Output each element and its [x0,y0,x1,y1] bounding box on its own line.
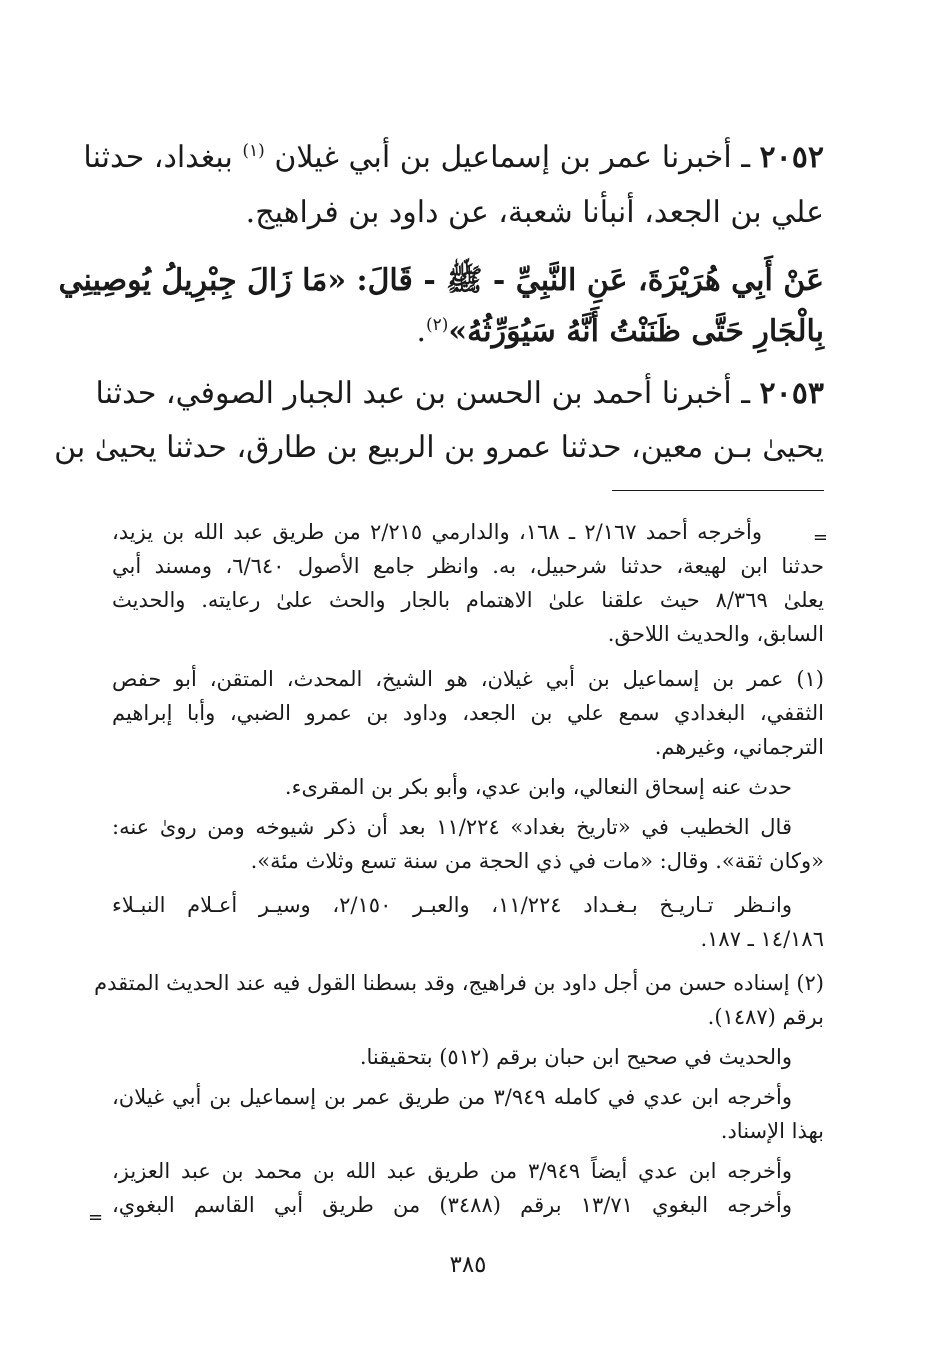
footnote-1-line: (١) عمر بن إسماعيل بن أبي غيلان، هو الشيخ، المحدث، المتقن، أبو حفص [112,667,824,691]
entry-number: ٢٠٥٢ [759,140,824,175]
footnote-1-line: وانـظر تـاريـخ بـغـداد ١١/٢٢٤، والعبـر ٢/١٥٠، وسيـر أعـلام النبـلاء [112,893,792,917]
footnote-1-line: حدث عنه إسحاق النعالي، وابن عدي، وأبو بكر بن المقرىء. [284,775,792,799]
footnote-2-line: (٢) إسناده حسن من أجل داود بن فراهيج، وقد بسطنا القول فيه عند الحديث المتقدم [94,971,824,995]
footnote-2-line: برقم (١٤٨٧). [707,1005,824,1029]
footnote-separator [612,490,824,491]
footnote-continued-line: السابق، والحديث اللاحق. [607,622,824,646]
footnote-1-line: قال الخطيب في «تاريخ بغداد» ١١/٢٢٤ بعد أن ذكر شيوخه ومن روىٰ عنه: [112,815,792,839]
footnote-continued-line: وأخرجه أحمد ٢/١٦٧ ـ ١٦٨، والدارمي ٢/٢١٥ من طريق عبد الله بن يزيد، [112,520,762,544]
footnote-2-line: وأخرجه ابن عدي في كامله ٣/٩٤٩ من طريق عمر بن إسماعيل بن أبي غيلان، [112,1085,793,1109]
hadith-text-line-1: عَنْ أَبِي هُرَيْرَةَ، عَنِ النَّبِيِّ - ﷺ - قَالَ: «مَا زَالَ جِبْرِيلُ يُوصِينِي [58,263,824,298]
entry-number: ٢٠٥٣ [759,376,824,411]
entry-2052-line-2: علي بن الجعد، أنبأنا شعبة، عن داود بن فراهيج. [245,195,824,230]
page-number: ٣٨٥ [449,1252,487,1278]
entry-2053-line-2: يحيىٰ بـن معين، حدثنا عمرو بن الربيع بن طارق، حدثنا يحيىٰ بن [54,430,824,465]
footnote-continued-line: يعلىٰ ٨/٣٦٩ حيث علقنا علىٰ الاهتمام بالجار والحث علىٰ رعايته. والحديث [112,588,825,612]
footnote-2-line: وأخرجه البغوي ١٣/٧١ برقم (٣٤٨٨) من طريق أبي القاسم البغوي، [112,1193,792,1217]
continuation-mark-end: = [88,1207,104,1228]
footnote-ref[interactable]: (١) [242,141,265,161]
footnote-continued-line: حدثنا ابن لهيعة، حدثنا شرحبيل، به. وانظر جامع الأصول ٦/٦٤٠، ومسند أبي [112,554,825,578]
footnote-1-line: «وكان ثقة». وقال: «مات في ذي الحجة من سنة تسع وثلاث مئة». [250,849,824,873]
footnote-2-line: وأخرجه ابن عدي أيضاً ٣/٩٤٩ من طريق عبد الله بن محمد بن عبد العزيز، [112,1159,792,1183]
entry-2052-line-1: ٢٠٥٢ ـ أخبرنا عمر بن إسماعيل بن أبي غيلان $^{(١)}$ ببغداد، حدثنا [83,140,824,175]
continuation-mark: = [812,527,828,548]
hadith-text-line-2: بِالْجَارِ حَتَّى ظَنَنْتُ أَنَّهُ سَيُوَرِّثُهُ»$^{(٢)}$. [416,314,824,349]
footnote-1-line: ١٤/١٨٦ ـ ١٨٧. [700,927,824,951]
footnote-1-line: الثقفي، البغدادي سمع علي بن الجعد، وداود بن عمرو الضبي، وأبا إبراهيم [112,701,824,725]
footnote-2-line: بهذا الإسناد. [720,1119,824,1143]
footnote-1-line: الترجماني، وغيرهم. [654,735,824,759]
entry-2053-line-1: ٢٠٥٣ ـ أخبرنا أحمد بن الحسن بن عبد الجبار الصوفي، حدثنا [95,376,824,411]
footnote-ref[interactable]: (٢) [426,315,449,335]
footnote-2-line: والحديث في صحيح ابن حبان برقم (٥١٢) بتحقيقنا. [359,1045,792,1069]
